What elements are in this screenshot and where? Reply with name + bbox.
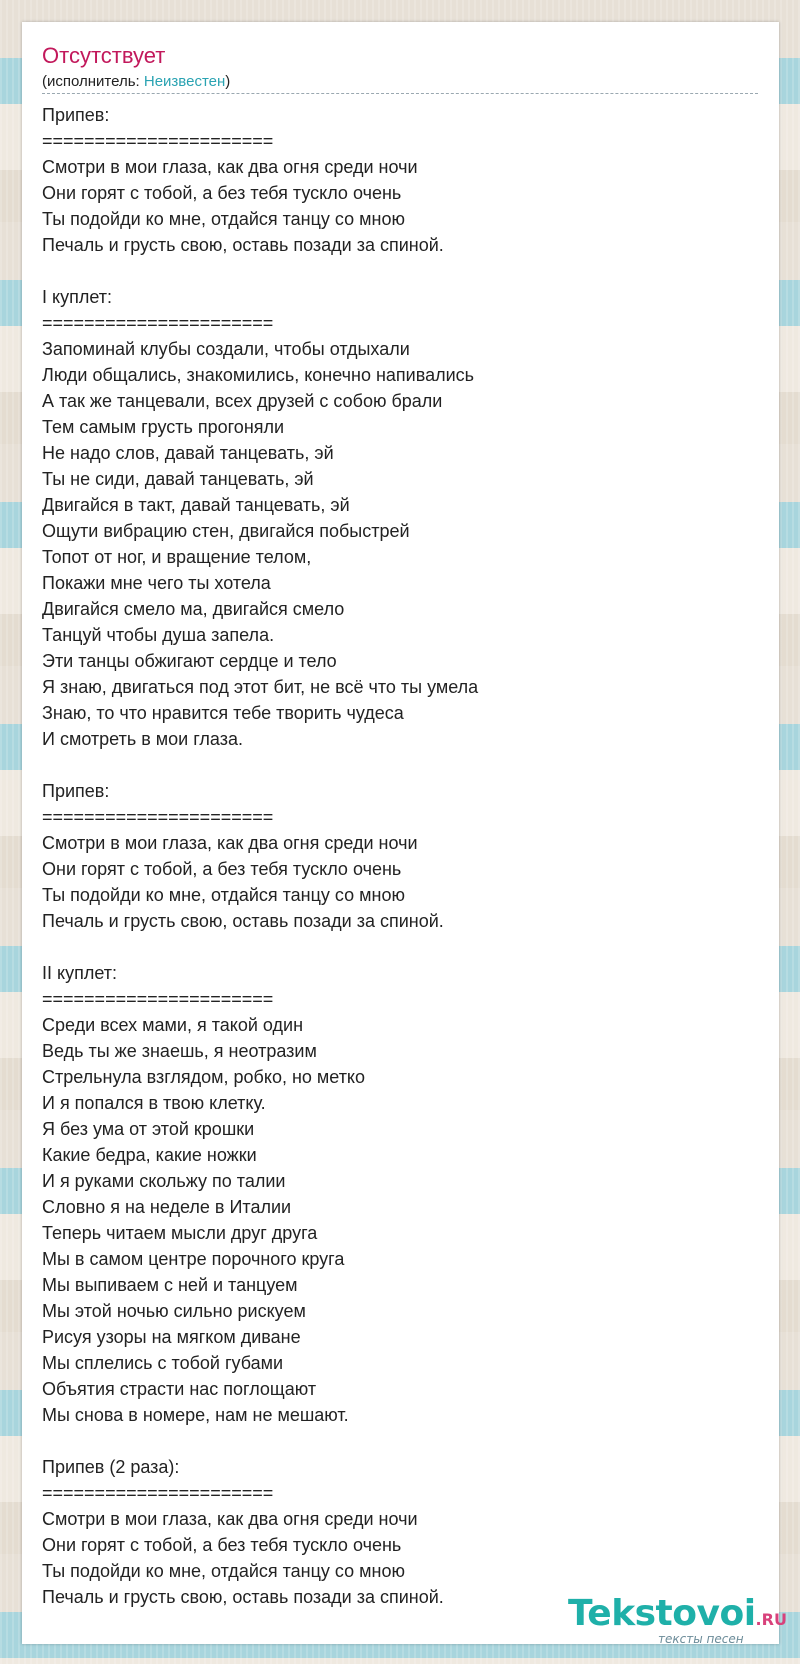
lyric-line: Они горят с тобой, а без тебя тускло очень	[42, 859, 402, 879]
lyric-line: Мы в самом центре порочного круга	[42, 1249, 345, 1269]
lyric-line: Стрельнула взглядом, робко, но метко	[42, 1067, 366, 1087]
artist-link[interactable]: Неизвестен	[143, 73, 226, 90]
lyric-spacer	[42, 934, 758, 960]
lyric-line: Печаль и грусть свою, оставь позади за спиной.	[42, 911, 444, 931]
lyric-line: ======================	[42, 989, 274, 1009]
lyric-line: ======================	[42, 1483, 274, 1503]
lyric-line: Топот от ног, и вращение телом,	[42, 547, 312, 567]
lyric-line: А так же танцевали, всех друзей с собою брали	[42, 391, 443, 411]
lyric-line: Припев:	[42, 781, 110, 801]
artist-prefix: (исполнитель:	[42, 73, 144, 90]
lyric-line: Не надо слов, давай танцевать, эй	[42, 443, 334, 463]
lyric-line: Ты подойди ко мне, отдайся танцу со мною	[42, 1561, 405, 1581]
lyrics-card	[22, 22, 787, 1646]
lyric-line: Ведь ты же знаешь, я неотразим	[42, 1041, 317, 1061]
lyric-line: Рисуя узоры на мягком диване	[42, 1327, 301, 1347]
lyric-spacer	[42, 752, 758, 778]
lyric-line: ======================	[42, 313, 274, 333]
lyric-line: Танцуй чтобы душа запела.	[42, 625, 275, 645]
lyric-line: Смотри в мои глаза, как два огня среди ночи	[42, 157, 418, 177]
lyric-line: Какие бедра, какие ножки	[42, 1145, 257, 1165]
lyric-line: И смотреть в мои глаза.	[42, 729, 243, 749]
lyric-line: Тем самым грусть прогоняли	[42, 417, 285, 437]
lyric-line: Они горят с тобой, а без тебя тускло очень	[42, 1535, 402, 1555]
site-logo[interactable]	[568, 1594, 796, 1664]
lyric-line: Люди общались, знакомились, конечно напивались	[42, 365, 475, 385]
lyric-line: Я без ума от этой крошки	[42, 1119, 255, 1139]
song-title: Отсутствует	[42, 43, 166, 68]
lyric-line: Ощути вибрацию стен, двигайся побыстрей	[42, 521, 410, 541]
lyric-spacer	[42, 258, 758, 284]
lyric-line: И я попался в твою клетку.	[42, 1093, 266, 1113]
lyric-line: Мы этой ночью сильно рискуем	[42, 1301, 306, 1321]
lyric-line: II куплет:	[42, 963, 117, 983]
lyric-line: Смотри в мои глаза, как два огня среди ночи	[42, 833, 418, 853]
lyric-line: Они горят с тобой, а без тебя тускло очень	[42, 183, 402, 203]
artist-line	[42, 72, 230, 92]
lyric-line: Ты не сиди, давай танцевать, эй	[42, 469, 314, 489]
logo-domain-suffix: .RU	[755, 1610, 787, 1629]
lyric-line: Мы выпиваем с ней и танцуем	[42, 1275, 298, 1295]
lyric-line: ======================	[42, 807, 274, 827]
lyric-line: Эти танцы обжигают сердце и тело	[42, 651, 337, 671]
lyric-line: Ты подойди ко мне, отдайся танцу со мною	[42, 209, 405, 229]
lyric-line: Печаль и грусть свою, оставь позади за спиной.	[42, 1587, 444, 1607]
lyric-line: Я знаю, двигаться под этот бит, не всё что ты умела	[42, 677, 479, 697]
lyric-line: Двигайся в такт, давай танцевать, эй	[42, 495, 350, 515]
lyric-line: Припев (2 раза):	[42, 1457, 180, 1477]
lyric-line: Словно я на неделе в Италии	[42, 1197, 292, 1217]
lyric-line: Мы сплелись с тобой губами	[42, 1353, 284, 1373]
lyric-line: Знаю, то что нравится тебе творить чудеса	[42, 703, 404, 723]
lyric-line: Запоминай клубы создали, чтобы отдыхали	[42, 339, 410, 359]
lyric-line: Объятия страсти нас поглощают	[42, 1379, 317, 1399]
lyric-line: Печаль и грусть свою, оставь позади за спиной.	[42, 235, 444, 255]
lyric-line: Двигайся смело ма, двигайся смело	[42, 599, 345, 619]
lyric-spacer	[42, 1428, 758, 1454]
logo-wordmark: Tekstovoi	[568, 1593, 756, 1634]
artist-suffix: )	[225, 73, 231, 90]
lyric-line: Припев:	[42, 105, 110, 125]
lyric-line: Покажи мне чего ты хотела	[42, 573, 271, 593]
lyric-line: ======================	[42, 131, 274, 151]
lyric-line: Смотри в мои глаза, как два огня среди ночи	[42, 1509, 418, 1529]
lyric-line: Теперь читаем мысли друг друга	[42, 1223, 318, 1243]
lyric-line: И я руками скольжу по талии	[42, 1171, 286, 1191]
lyric-line: Ты подойди ко мне, отдайся танцу со мною	[42, 885, 405, 905]
logo-tagline: тексты песен	[658, 1632, 744, 1646]
lyric-line: I куплет:	[42, 287, 112, 307]
lyric-line: Среди всех мами, я такой один	[42, 1015, 304, 1035]
lyric-line: Мы снова в номере, нам не мешают.	[42, 1405, 349, 1425]
title-divider	[42, 93, 758, 94]
lyrics-text	[42, 102, 758, 1610]
